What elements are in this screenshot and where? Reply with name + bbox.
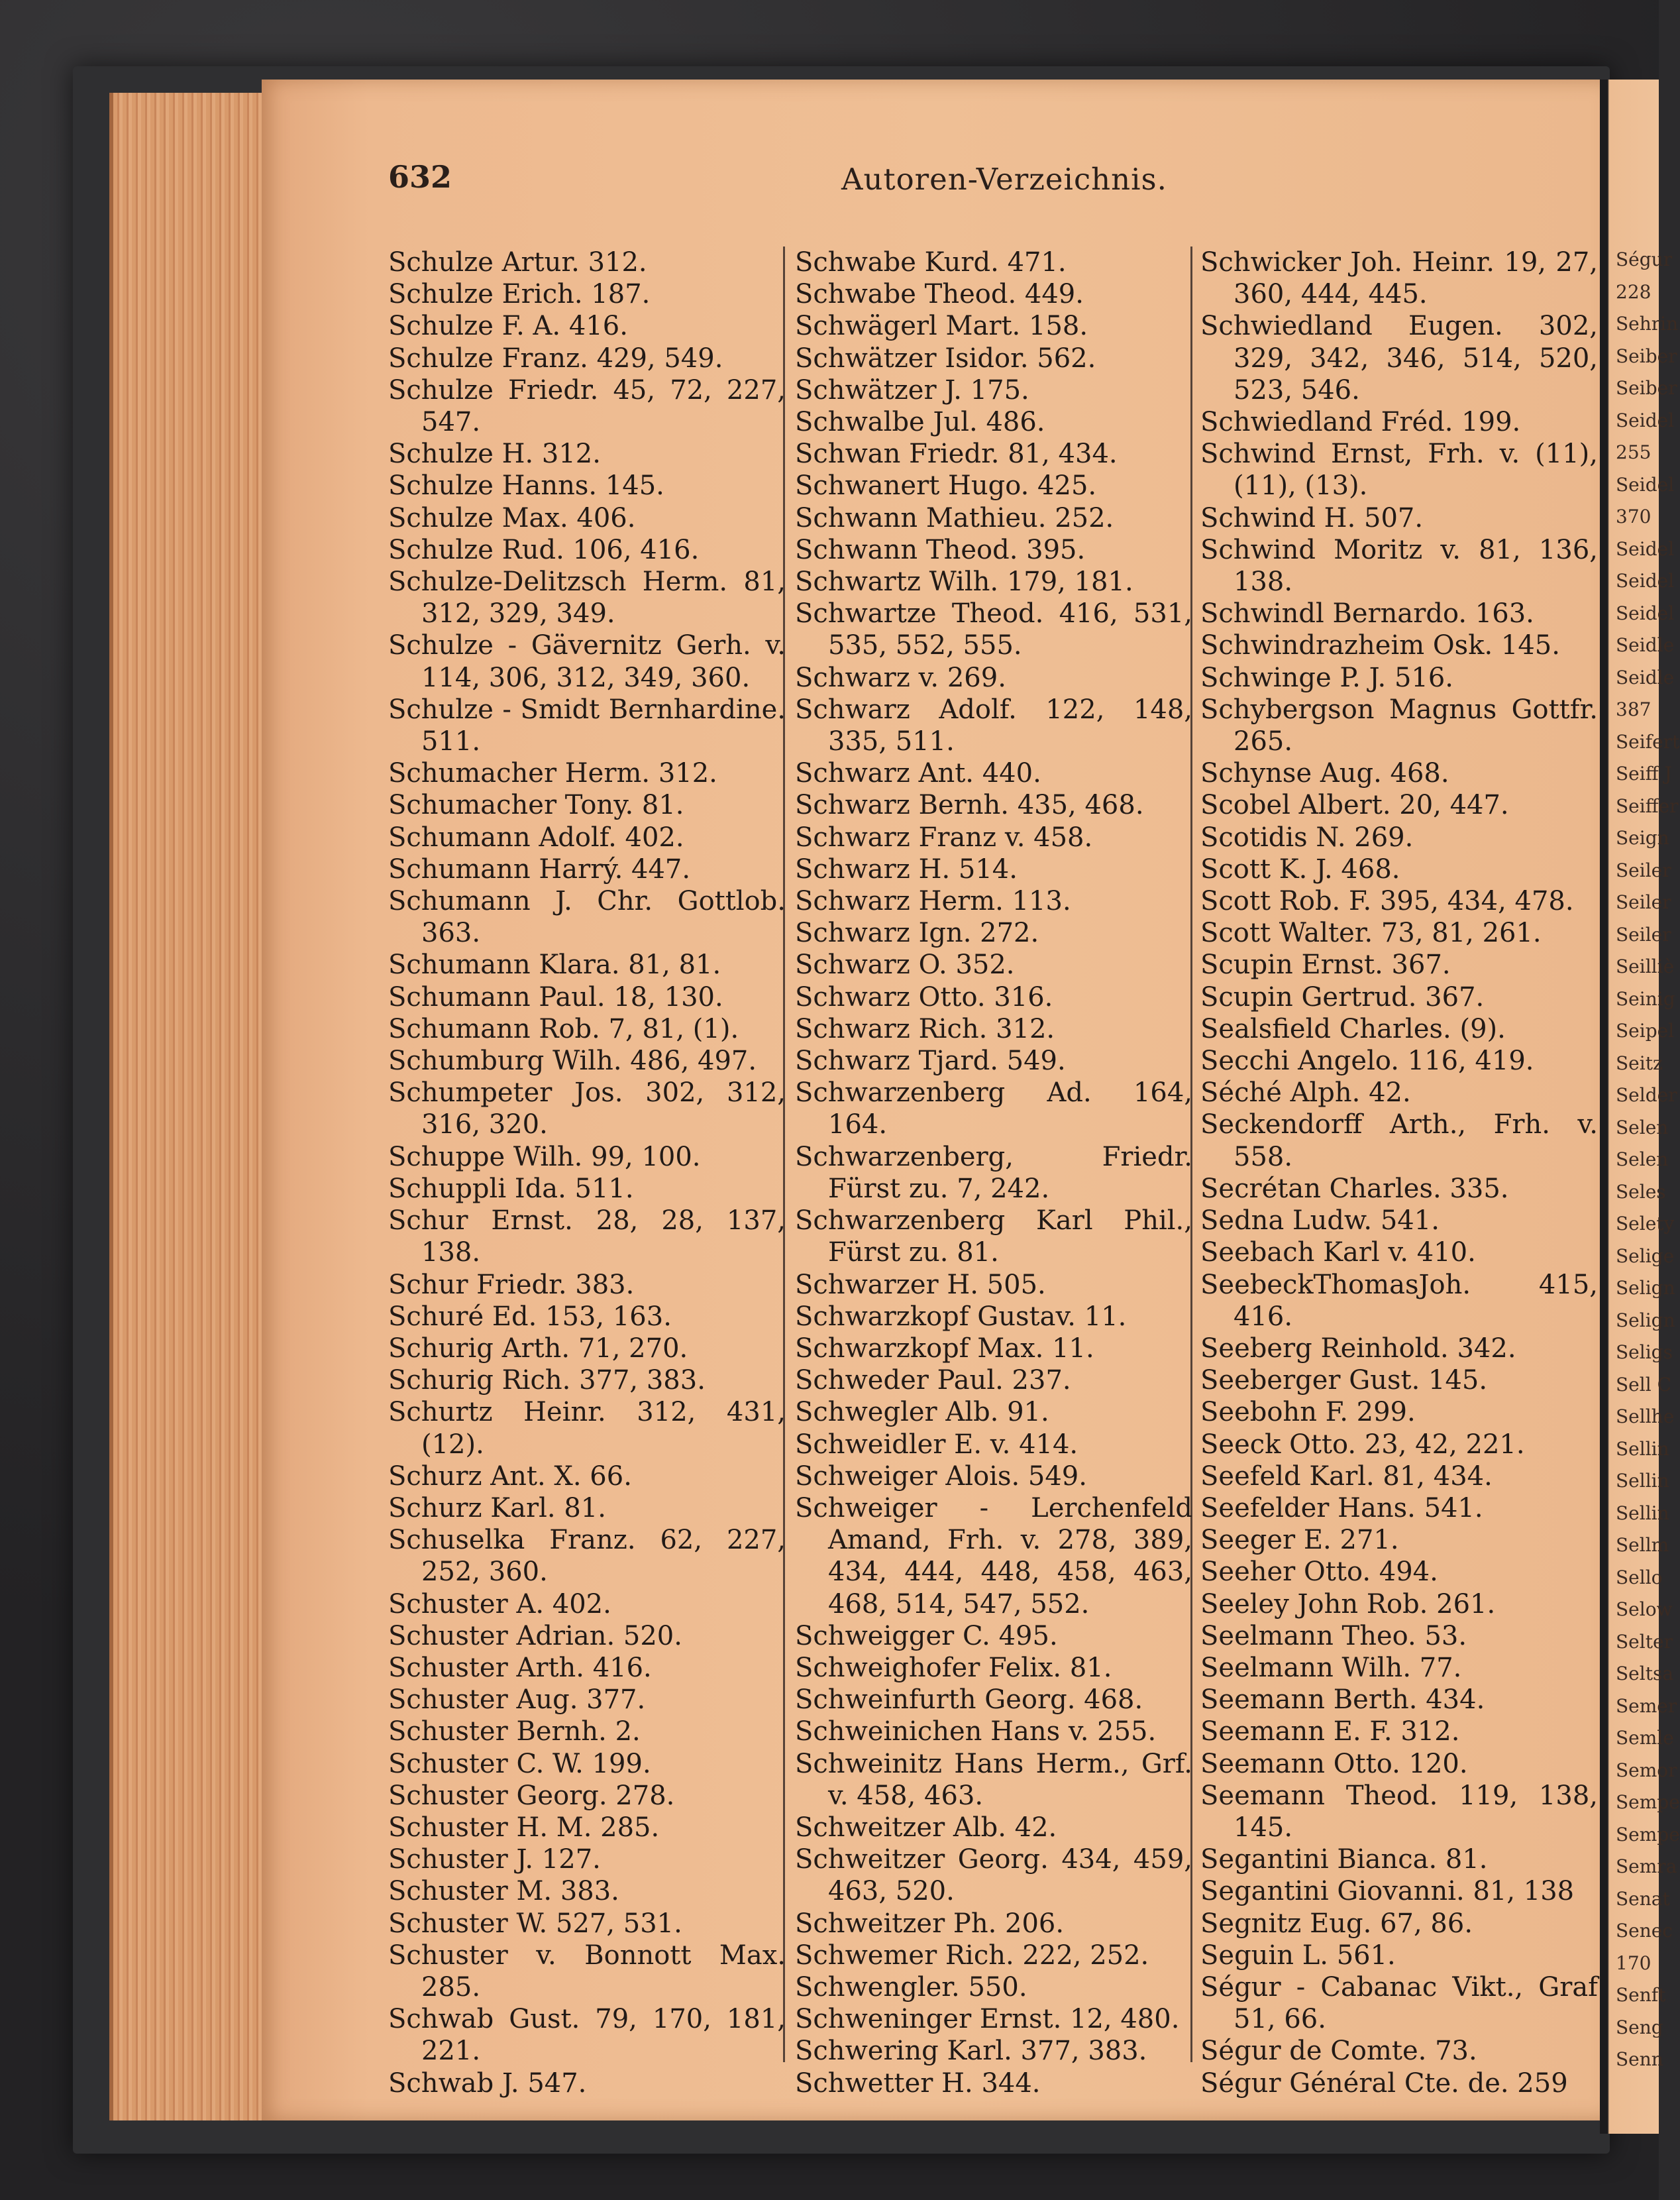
index-entry: Schwarzenberg, Friedr. Fürst zu. 7, 242. xyxy=(795,1141,1192,1204)
adjacent-page-fragment: Selige xyxy=(1616,1244,1675,1267)
index-entry: Seemann Berth. 434. xyxy=(1200,1684,1485,1716)
index-entry: Schulze - Gävernitz Gerh. v. 114, 306, 312, 349, 360. xyxy=(388,630,786,693)
index-entry: Schulze F. A. 416. xyxy=(388,311,628,342)
index-entry: Schurig Arth. 71, 270. xyxy=(388,1333,688,1364)
index-entry: Schwiedland Eugen. 302, 329, 342, 346, 514, 520, 523, 546. xyxy=(1200,311,1598,406)
index-entry: Schwarz Bernh. 435, 468. xyxy=(795,790,1144,821)
adjacent-page-fragment: 370 xyxy=(1616,506,1652,527)
index-entry: Schwarz H. 514. xyxy=(795,853,1018,885)
index-entry: Schwetter H. 344. xyxy=(795,2067,1041,2099)
adjacent-page-fragment: Sell C xyxy=(1616,1373,1671,1396)
index-entry: Schwarz Herm. 113. xyxy=(795,886,1071,917)
adjacent-page-fragment: Semle xyxy=(1616,1727,1674,1749)
index-entry: Seeberg Reinhold. 342. xyxy=(1200,1333,1516,1364)
adjacent-page-fragment: Seiff J xyxy=(1616,763,1672,785)
index-entry: Ségur Général Cte. de. 259 xyxy=(1200,2067,1568,2099)
index-entry: Schwegler Alb. 91. xyxy=(795,1397,1049,1428)
index-entry: Scott K. J. 468. xyxy=(1200,853,1400,885)
index-entry: Sedna Ludw. 541. xyxy=(1200,1205,1440,1237)
index-entry: Seeher Otto. 494. xyxy=(1200,1557,1438,1588)
index-entry: Schwarz v. 269. xyxy=(795,662,1006,693)
index-entry: Schuster Adrian. 520. xyxy=(388,1620,682,1651)
index-entry: Seemann Theod. 119, 138, 145. xyxy=(1200,1780,1598,1843)
index-entry: Schwann Mathieu. 252. xyxy=(795,502,1114,533)
page-number: 632 xyxy=(388,159,452,195)
index-entry: Schwengler. 550. xyxy=(795,1971,1027,2003)
adjacent-page-fragment: Seidle xyxy=(1616,634,1675,656)
adjacent-page-fragment: Selter xyxy=(1616,1630,1673,1653)
index-entry: Schwabe Kurd. 471. xyxy=(795,247,1067,278)
adjacent-page-fragment: Seng xyxy=(1616,2016,1663,2038)
adjacent-page-fragment: Sellm xyxy=(1616,1534,1669,1556)
index-entry: Schuselka Franz. 62, 227, 252, 360. xyxy=(388,1525,786,1588)
index-entry: Schweitzer Georg. 434, 459, 463, 520. xyxy=(795,1844,1192,1907)
index-entry: Sealsfield Charles. (9). xyxy=(1200,1013,1506,1044)
index-entry: Schur Friedr. 383. xyxy=(388,1269,635,1300)
index-entry: Schuppe Wilh. 99, 100. xyxy=(388,1141,701,1172)
index-entry: Schurig Rich. 377, 383. xyxy=(388,1365,706,1396)
index-entry: Schurtz Heinr. 312, 431, (12). xyxy=(388,1397,786,1460)
adjacent-page-fragment: Semor xyxy=(1616,1759,1677,1781)
index-entry: Schweighofer Felix. 81. xyxy=(795,1652,1112,1683)
adjacent-page-fragment: Seinig xyxy=(1616,987,1675,1010)
index-entry: Schuster Bernh. 2. xyxy=(388,1716,641,1747)
index-entry: Scupin Ernst. 367. xyxy=(1200,950,1451,981)
index-entry: Schwarz Ant. 440. xyxy=(795,758,1041,789)
index-entry: Séché Alph. 42. xyxy=(1200,1077,1411,1109)
index-entry: Seebach Karl v. 410. xyxy=(1200,1237,1476,1268)
index-entry: Schweiger - Lerchenfeld Amand, Frh. v. 278, 389, 434, 444, 448, 458, 463, 468, 514, 547, 552. xyxy=(795,1492,1192,1620)
index-entry: Schwarz Adolf. 122, 148, 335, 511. xyxy=(795,694,1192,757)
adjacent-page-fragment: Selign xyxy=(1616,1277,1675,1299)
index-entry: Schumann Harrý. 447. xyxy=(388,853,691,885)
index-entry: Seemann E. F. 312. xyxy=(1200,1716,1460,1747)
index-entry: Schuster J. 127. xyxy=(388,1844,601,1875)
index-entry: Schurz Ant. X. 66. xyxy=(388,1460,632,1492)
index-entry: Schweitzer Ph. 206. xyxy=(795,1908,1065,1939)
index-column-3 xyxy=(1200,247,1598,2099)
index-entry: Schumacher Tony. 81. xyxy=(388,790,684,821)
adjacent-page-fragment: Senft xyxy=(1616,1984,1666,2006)
index-entry: Schuster A. 402. xyxy=(388,1588,611,1620)
index-entry: Schwemer Rich. 222, 252. xyxy=(795,1940,1149,1971)
index-entry: Schuster W. 527, 531. xyxy=(388,1908,682,1939)
index-entry: Seebohn F. 299. xyxy=(1200,1397,1416,1428)
index-entry: Scotidis N. 269. xyxy=(1200,822,1414,853)
index-entry: Schuster C. W. 199. xyxy=(388,1748,651,1779)
index-entry: Schuster Arth. 416. xyxy=(388,1652,652,1683)
index-entry: Schweinfurth Georg. 468. xyxy=(795,1684,1143,1716)
adjacent-page-fragment: Sempe xyxy=(1616,1823,1680,1845)
index-entry: Schuster M. 383. xyxy=(388,1876,619,1907)
adjacent-page-edge xyxy=(1600,80,1680,2134)
index-entry: Schwarzer H. 505. xyxy=(795,1269,1046,1300)
adjacent-page-fragment: Selen xyxy=(1616,1148,1669,1170)
adjacent-page-fragment: Senat xyxy=(1616,1887,1670,1910)
adjacent-page-fragment: Seifert xyxy=(1616,730,1680,753)
index-entry: Seelmann Wilh. 77. xyxy=(1200,1652,1462,1683)
index-entry: Schwarzenberg Karl Phil., Fürst zu. 81. xyxy=(795,1205,1192,1268)
index-entry: Schwindrazheim Osk. 145. xyxy=(1200,630,1560,661)
index-entry: Schweninger Ernst. 12, 480. xyxy=(795,2004,1180,2035)
index-entry: Schwering Karl. 377, 383. xyxy=(795,2036,1147,2067)
adjacent-page-fragment: Selow xyxy=(1616,1598,1673,1620)
index-entry: Schwägerl Mart. 158. xyxy=(795,311,1088,342)
adjacent-page-fragment: Seles xyxy=(1616,1180,1666,1203)
index-entry: Schwicker Joh. Heinr. 19, 27, 360, 444, 445. xyxy=(1200,247,1598,310)
adjacent-page-fragment: Selder xyxy=(1616,1084,1677,1106)
index-entry: Seeck Otto. 23, 42, 221. xyxy=(1200,1429,1525,1460)
adjacent-page-fragment: Senec xyxy=(1616,1920,1673,1942)
index-entry: Schumann Rob. 7, 81, (1). xyxy=(388,1013,739,1044)
adjacent-page-fragment: Seidle xyxy=(1616,666,1675,688)
adjacent-page-fragment: Seidel xyxy=(1616,473,1675,496)
index-entry: Schulze-Delitzsch Herm. 81, 312, 329, 349. xyxy=(388,567,786,630)
adjacent-page-fragment: Sellin xyxy=(1616,1470,1669,1492)
index-entry: Schwartze Theod. 416, 531, 535, 552, 555. xyxy=(795,598,1192,661)
index-entry: Schulze Rud. 106, 416. xyxy=(388,534,700,565)
index-entry: Schulze Max. 406. xyxy=(388,502,636,533)
adjacent-page-fragment: 387 xyxy=(1616,698,1652,720)
index-entry: Seemann Otto. 120. xyxy=(1200,1748,1468,1779)
adjacent-page-fragment: Seitz xyxy=(1616,1052,1663,1074)
index-column-2 xyxy=(795,247,1192,2099)
index-entry: Segantini Giovanni. 81, 138 xyxy=(1200,1876,1575,1907)
index-entry: Schurz Karl. 81. xyxy=(388,1492,606,1523)
adjacent-page-fragment: Seiler xyxy=(1616,859,1671,881)
adjacent-page-fragment: Sellhe xyxy=(1616,1405,1675,1427)
index-entry: Schur Ernst. 28, 28, 137, 138. xyxy=(388,1205,786,1268)
adjacent-page-fragment: Seiffer xyxy=(1616,795,1679,817)
index-entry: Schuré Ed. 153, 163. xyxy=(388,1301,672,1332)
adjacent-page-fragment: Seligs xyxy=(1616,1341,1673,1363)
adjacent-page-fragment: Seilliè xyxy=(1616,956,1675,977)
index-entry: Seeley John Rob. 261. xyxy=(1200,1588,1496,1620)
running-head: Autoren-Verzeichnis. xyxy=(841,162,1167,197)
index-entry: Schwätzer Isidor. 562. xyxy=(795,343,1096,374)
index-entry: Schwind Ernst, Frh. v. (11), (11), (13). xyxy=(1200,439,1598,502)
index-entry: Ségur - Cabanac Vikt., Graf 51, 66. xyxy=(1200,1971,1598,2035)
adjacent-page-fragment: Seidel xyxy=(1616,409,1675,431)
index-entry: Schweder Paul. 237. xyxy=(795,1365,1071,1396)
index-column-1 xyxy=(388,247,786,2099)
index-entry: Schweigger C. 495. xyxy=(795,1620,1058,1651)
index-entry: Schumann Klara. 81, 81. xyxy=(388,950,721,981)
index-entry: Schwarzenberg Ad. 164, 164. xyxy=(795,1077,1192,1140)
index-entry: Schybergson Magnus Gottfr. 265. xyxy=(1200,694,1598,757)
index-entry: SeebeckThomasJoh. 415, 416. xyxy=(1200,1269,1598,1332)
adjacent-page-fragment: Seign xyxy=(1616,827,1669,849)
index-entry: Schulze Artur. 312. xyxy=(388,247,647,278)
adjacent-page-fragment: Ségur xyxy=(1616,248,1673,270)
adjacent-page-fragment: Seidel xyxy=(1616,537,1675,560)
index-entry: Schulze Erich. 187. xyxy=(388,279,651,310)
index-entry: Schulze H. 312. xyxy=(388,439,601,470)
index-entry: Schuppli Ida. 511. xyxy=(388,1173,634,1204)
index-entry: Schumacher Herm. 312. xyxy=(388,758,717,789)
adjacent-page-fragment: Sehrin xyxy=(1616,313,1679,335)
index-entry: Schwarz O. 352. xyxy=(795,950,1015,981)
adjacent-page-fragment: 170 xyxy=(1616,1952,1652,1974)
index-entry: Schwarz Rich. 312. xyxy=(795,1013,1055,1044)
adjacent-page-fragment: Selign xyxy=(1616,1309,1675,1331)
index-entry: Scobel Albert. 20, 447. xyxy=(1200,790,1509,821)
adjacent-page-fragment: 255 xyxy=(1616,441,1652,463)
adjacent-page-fragment: Sempe xyxy=(1616,1791,1680,1813)
index-entry: Schwarz Tjard. 549. xyxy=(795,1046,1066,1077)
index-entry: Schwätzer J. 175. xyxy=(795,374,1029,406)
index-entry: Schuster v. Bonnott Max. 285. xyxy=(388,1940,786,2003)
index-entry: Schuster Aug. 377. xyxy=(388,1684,646,1716)
adjacent-page-fragment: Sello xyxy=(1616,1566,1663,1588)
index-entry: Scott Walter. 73, 81, 261. xyxy=(1200,918,1542,949)
adjacent-page-fragment: Selen xyxy=(1616,1116,1669,1138)
index-entry: Schweiger Alois. 549. xyxy=(795,1460,1087,1492)
adjacent-page-fragment: Seipel xyxy=(1616,1020,1675,1042)
index-entry: Schwab Gust. 79, 170, 181, 221. xyxy=(388,2004,786,2067)
index-entry: Schwiedland Fréd. 199. xyxy=(1200,407,1521,438)
index-entry: Schynse Aug. 468. xyxy=(1200,758,1449,789)
adjacent-page-fragment: Seiler xyxy=(1616,891,1671,913)
index-entry: Scupin Gertrud. 367. xyxy=(1200,981,1485,1013)
index-entry: Schumburg Wilh. 486, 497. xyxy=(388,1046,757,1077)
index-entry: Schweidler E. v. 414. xyxy=(795,1429,1078,1460)
index-entry: Schwan Friedr. 81, 434. xyxy=(795,439,1118,470)
index-entry: Schuster H. M. 285. xyxy=(388,1812,660,1843)
index-entry: Schwind Moritz v. 81, 136, 138. xyxy=(1200,534,1598,598)
index-entry: Seeberger Gust. 145. xyxy=(1200,1365,1488,1396)
adjacent-page-fragment: Seiber xyxy=(1616,377,1677,399)
index-entry: Seguin L. 561. xyxy=(1200,1940,1396,1971)
index-entry: Schweinichen Hans v. 255. xyxy=(795,1716,1157,1747)
index-entry: Schwab J. 547. xyxy=(388,2067,587,2099)
index-entry: Scott Rob. F. 395, 434, 478. xyxy=(1200,886,1574,917)
adjacent-page-fragment: Seiber xyxy=(1616,345,1677,367)
index-entry: Schwalbe Jul. 486. xyxy=(795,407,1045,438)
adjacent-page-fragment: Sellin xyxy=(1616,1437,1669,1460)
index-entry: Schweinitz Hans Herm., Grf. v. 458, 463. xyxy=(795,1748,1192,1811)
index-entry: Schwind H. 507. xyxy=(1200,502,1424,533)
index-entry: Segantini Bianca. 81. xyxy=(1200,1844,1488,1875)
index-entry: Schwabe Theod. 449. xyxy=(795,279,1084,310)
index-entry: Secchi Angelo. 116, 419. xyxy=(1200,1046,1534,1077)
index-entry: Schwann Theod. 395. xyxy=(795,534,1086,565)
index-entry: Schulze Hanns. 145. xyxy=(388,470,664,502)
index-entry: Schwartz Wilh. 179, 181. xyxy=(795,567,1133,598)
index-entry: Schweitzer Alb. 42. xyxy=(795,1812,1057,1843)
adjacent-page-fragment: Sellin xyxy=(1616,1502,1669,1524)
index-entry: Schuster Georg. 278. xyxy=(388,1780,675,1811)
index-entry: Schulze Franz. 429, 549. xyxy=(388,343,723,374)
index-entry: Schumann Adolf. 402. xyxy=(388,822,684,853)
index-entry: Secrétan Charles. 335. xyxy=(1200,1173,1509,1204)
adjacent-page-fragment: Selety xyxy=(1616,1213,1675,1235)
index-entry: Schulze Friedr. 45, 72, 227, 547. xyxy=(388,374,786,438)
adjacent-page-fragment: Semra xyxy=(1616,1855,1677,1877)
page-edges xyxy=(109,93,279,2120)
index-entry: Seefeld Karl. 81, 434. xyxy=(1200,1460,1493,1492)
adjacent-page-fragment: Semer xyxy=(1616,1694,1677,1717)
index-entry: Schwanert Hugo. 425. xyxy=(795,470,1097,502)
index-entry: Seeger E. 271. xyxy=(1200,1525,1399,1556)
adjacent-page-fragment: Seidel xyxy=(1616,602,1675,624)
index-entry: Schwarzkopf Max. 11. xyxy=(795,1333,1094,1364)
adjacent-page-fragment: Senn xyxy=(1616,2048,1663,2070)
index-entry: Schwinge P. J. 516. xyxy=(1200,662,1454,693)
index-entry: Seefelder Hans. 541. xyxy=(1200,1492,1483,1523)
adjacent-page-fragment: 228 xyxy=(1616,280,1652,303)
index-entry: Schwindl Bernardo. 163. xyxy=(1200,598,1534,630)
index-entry: Schumpeter Jos. 302, 312, 316, 320. xyxy=(388,1077,786,1140)
index-entry: Seelmann Theo. 53. xyxy=(1200,1620,1467,1651)
adjacent-page-fragment: Seiler xyxy=(1616,923,1671,946)
index-entry: Seckendorff Arth., Frh. v. 558. xyxy=(1200,1109,1598,1172)
index-entry: Schwarz Otto. 316. xyxy=(795,981,1053,1013)
adjacent-page-fragment: Seidel xyxy=(1616,570,1675,592)
index-entry: Ségur de Comte. 73. xyxy=(1200,2036,1477,2067)
index-entry: Schwarzkopf Gustav. 11. xyxy=(795,1301,1127,1332)
index-entry: Segnitz Eug. 67, 86. xyxy=(1200,1908,1473,1939)
index-entry: Schwarz Ign. 272. xyxy=(795,918,1039,949)
index-entry: Schwarz Franz v. 458. xyxy=(795,822,1093,853)
index-entry: Schumann J. Chr. Gottlob. 363. xyxy=(388,886,786,949)
index-entry: Schumann Paul. 18, 130. xyxy=(388,981,723,1013)
index-entry: Schulze - Smidt Bernhardine. 511. xyxy=(388,694,786,757)
adjacent-page-fragment: Seltsa xyxy=(1616,1663,1674,1684)
